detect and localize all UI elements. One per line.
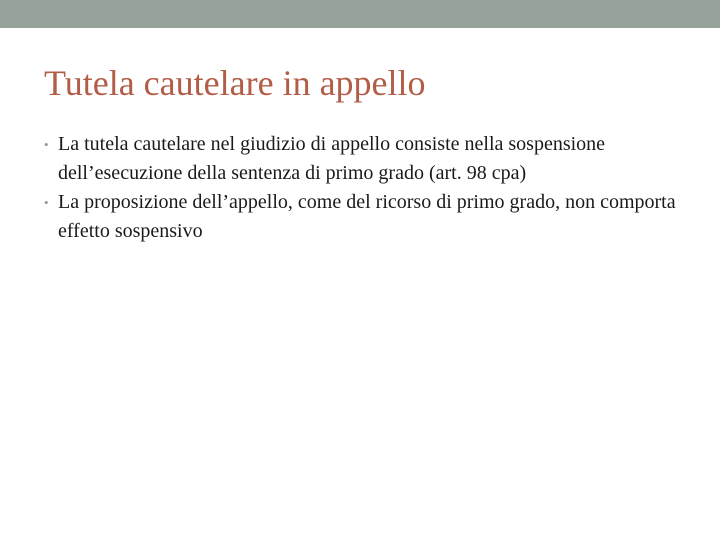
slide-title: Tutela cautelare in appello: [44, 63, 426, 103]
bullet-item: [44, 130, 684, 188]
bullet-item: [44, 188, 684, 246]
top-accent-bar: [0, 0, 720, 28]
bullet-dot-icon: •: [44, 195, 49, 210]
bullet-text: La proposizione dell’appello, come del ricorso di primo grado, non comporta effetto sospensivo: [58, 191, 676, 242]
bullet-text: La tutela cautelare nel giudizio di appello consiste nella sospensione dell’esecuzione della sentenza di primo grado (art. 98 cpa): [58, 133, 606, 184]
bullet-list: [44, 130, 684, 246]
bullet-dot-icon: •: [44, 137, 49, 152]
